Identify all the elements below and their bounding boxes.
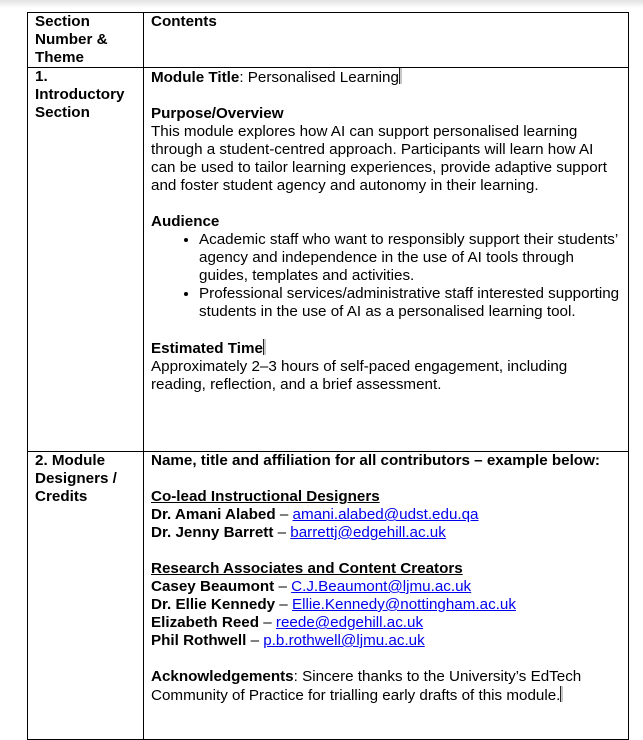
window-top-shade (0, 0, 643, 8)
acknowledgements[interactable]: Acknowledgements: Sincere thanks to the University’s EdTech Community of Practice for trialling early drafts of this module. (151, 668, 582, 704)
header-contents[interactable]: Contents (144, 13, 629, 68)
section-cell-introductory[interactable]: 1. Introductory Section (28, 68, 144, 452)
contributor-email-link[interactable]: reede@edgehill.ac.uk (275, 614, 424, 631)
contributor-email-link[interactable]: p.b.rothwell@ljmu.ac.uk (263, 632, 425, 649)
module-template-table (27, 12, 629, 740)
section-cell-designers-credits[interactable]: 2. Module Designers / Credits (28, 452, 144, 740)
contributor-name: Dr. Jenny Barrett (151, 524, 274, 541)
contributor-line: Dr. Jenny Barrett – barrettj@edgehill.ac.uk (151, 524, 446, 541)
contributor-email-link[interactable]: Ellie.Kennedy@nottingham.ac.uk (291, 596, 516, 613)
module-title-value[interactable]: Personalised Learning (247, 69, 399, 86)
acknowledgements-label: Acknowledgements (151, 668, 294, 685)
contributor-line: Elizabeth Reed – reede@edgehill.ac.uk (151, 614, 424, 631)
contributor-name: Dr. Amani Alabed (151, 506, 276, 523)
contributor-name: Elizabeth Reed (151, 614, 260, 631)
contributor-line: Dr. Amani Alabed – amani.alabed@udst.edu.qa (151, 506, 479, 523)
contributor-line: Phil Rothwell – p.b.rothwell@ljmu.ac.uk (151, 632, 425, 649)
module-title-line: Module Title: Personalised Learning (151, 68, 622, 87)
contributor-name: Dr. Ellie Kennedy (151, 596, 276, 613)
table-row-designers-credits (28, 452, 629, 740)
acknowledgements-text: Sincere thanks to the University’s EdTech Community of Practice for trialling early drafts of this module. (151, 668, 582, 704)
contributor-email-link[interactable]: barrettj@edgehill.ac.uk (290, 524, 446, 541)
contributors-intro: Name, title and affiliation for all contributors – example below: (151, 452, 600, 469)
estimated-time-text[interactable]: Approximately 2–3 hours of self-paced engagement, including reading, reflection, and a brief assessment. (151, 358, 568, 393)
estimated-time-heading-line (151, 339, 622, 358)
contents-cell-introductory[interactable] (144, 68, 629, 452)
research-heading: Research Associates and Content Creators (151, 560, 463, 577)
text-cursor (263, 339, 266, 355)
table-row-introductory (28, 68, 629, 452)
module-title-label: Module Title (151, 69, 240, 86)
purpose-heading: Purpose/Overview (151, 105, 284, 122)
contributor-name: Casey Beaumont (151, 578, 275, 595)
audience-item[interactable]: • Professional services/administrative staff interested supporting students in the use of AI as a personalised learning tool. (199, 285, 622, 321)
audience-list (151, 231, 622, 321)
text-cursor (560, 686, 563, 702)
colead-heading: Co-lead Instructional Designers (151, 488, 380, 505)
audience-heading: Audience (151, 213, 220, 230)
estimated-time-heading: Estimated Time (151, 340, 263, 357)
contributor-email-link[interactable]: amani.alabed@udst.edu.qa (292, 506, 479, 523)
contents-cell-designers-credits[interactable] (144, 452, 629, 740)
contributor-email-link[interactable]: C.J.Beaumont@ljmu.ac.uk (291, 578, 472, 595)
purpose-text[interactable]: This module explores how AI can support personalised learning through a student-centred approach. Participants will learn how AI can be used to tailor learning experiences, provide adaptive support and foster student agency and autonomy in their learning. (151, 123, 607, 194)
contributor-line: Casey Beaumont – C.J.Beaumont@ljmu.ac.uk (151, 578, 472, 595)
header-section-number-theme[interactable]: Section Number & Theme (28, 13, 144, 68)
contributor-line: Dr. Ellie Kennedy – Ellie.Kennedy@nottingham.ac.uk (151, 596, 516, 613)
audience-item[interactable]: • Academic staff who want to responsibly support their students’ agency and independence in the use of AI tools through guides, templates and activities. (199, 231, 622, 285)
table-header-row (28, 13, 629, 68)
contributor-name: Phil Rothwell (151, 632, 247, 649)
text-cursor (399, 68, 402, 84)
